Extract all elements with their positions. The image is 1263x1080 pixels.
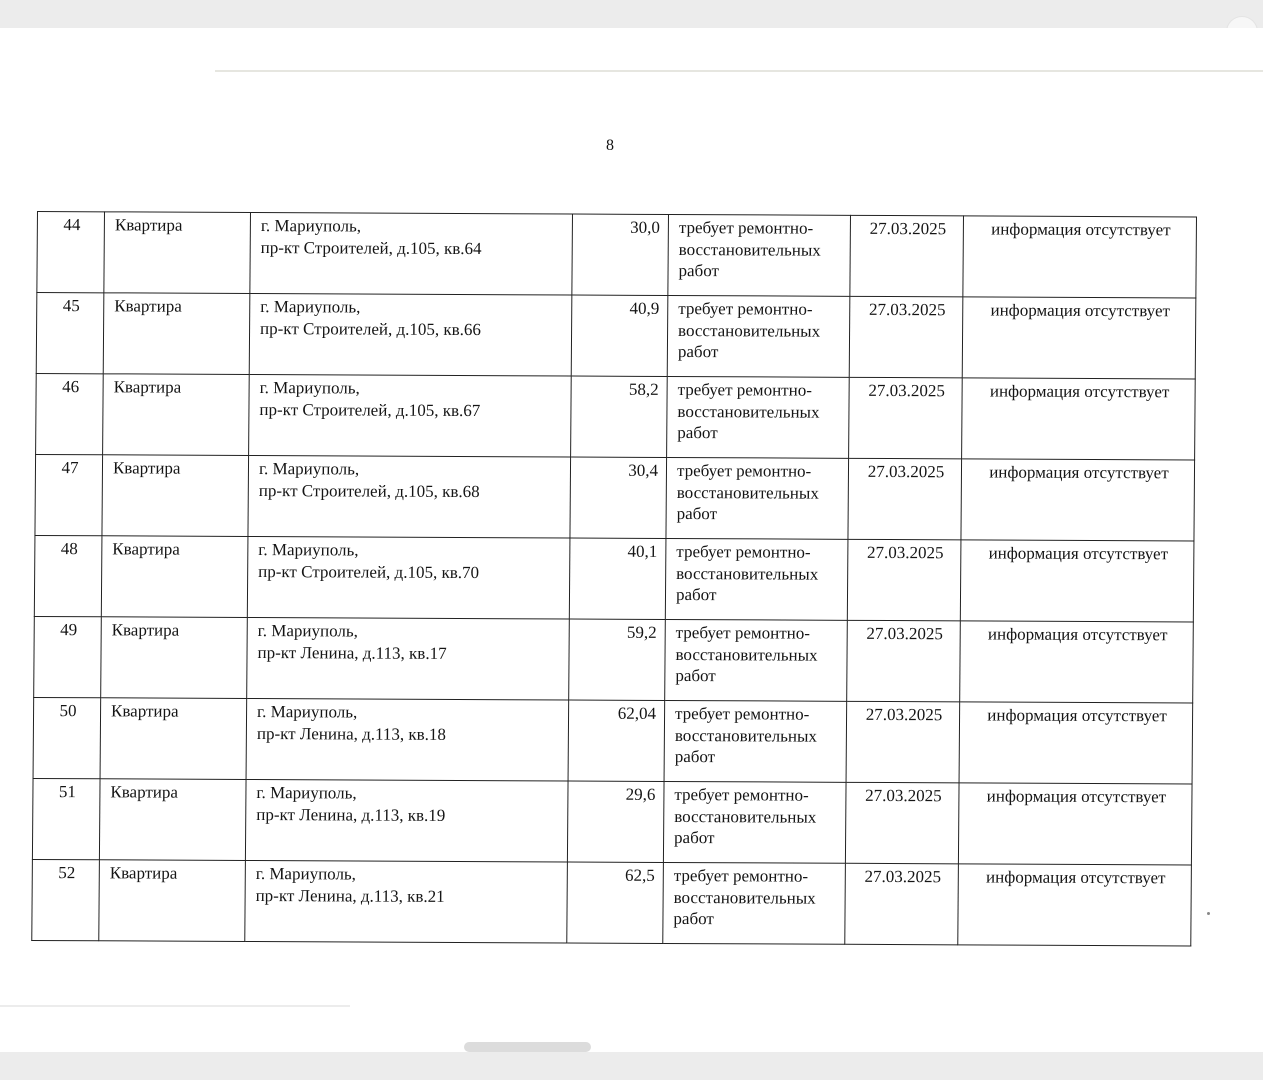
row-number: 49 <box>34 616 102 697</box>
property-type: Квартира <box>100 698 247 780</box>
table-row <box>37 212 1197 298</box>
property-area: 62,04 <box>568 700 665 781</box>
address-street: пр-кт Строителей, д.105, кв.64 <box>260 237 482 258</box>
address-city: г. Мариуполь, <box>257 702 358 722</box>
property-address <box>247 617 570 700</box>
condition-line: требует ремонтно- <box>675 623 811 643</box>
property-address <box>246 698 569 781</box>
condition-line: восстановительных <box>678 320 821 341</box>
condition-line: работ <box>677 423 718 443</box>
record-date: 27.03.2025 <box>850 215 964 297</box>
row-number: 44 <box>37 212 105 293</box>
address-street: пр-кт Ленина, д.113, кв.17 <box>257 642 447 663</box>
property-condition <box>663 781 846 863</box>
viewer-top-bar <box>0 0 1263 28</box>
table-row <box>32 859 1192 945</box>
condition-line: требует ремонтно- <box>678 299 813 319</box>
address-street: пр-кт Строителей, д.105, кв.67 <box>259 399 481 420</box>
scan-edge-line-bottom <box>0 1005 350 1007</box>
viewer-bottom-bar <box>0 1052 1263 1080</box>
address-street: пр-кт Строителей, д.105, кв.68 <box>258 480 480 501</box>
row-number: 48 <box>34 535 102 616</box>
address-city: г. Мариуполь, <box>257 621 358 641</box>
property-area: 40,9 <box>571 295 668 376</box>
condition-line: требует ремонтно- <box>677 380 812 400</box>
table-row <box>33 697 1193 783</box>
property-condition <box>667 376 850 458</box>
condition-line: работ <box>677 342 719 362</box>
property-area: 30,4 <box>570 457 667 538</box>
property-type: Квартира <box>101 617 248 699</box>
address-street: пр-кт Строителей, д.105, кв.66 <box>260 318 482 339</box>
condition-line: восстановительных <box>677 401 820 422</box>
property-area: 59,2 <box>569 619 666 700</box>
record-date: 27.03.2025 <box>849 377 963 459</box>
scan-speck <box>1207 912 1210 915</box>
condition-line: восстановительных <box>676 482 819 503</box>
condition-line: требует ремонтно- <box>676 461 812 481</box>
property-address <box>245 779 568 862</box>
address-city: г. Мариуполь, <box>256 783 357 803</box>
condition-line: работ <box>674 828 715 848</box>
address-street: пр-кт Ленина, д.113, кв.21 <box>255 885 445 906</box>
owner-info: информация отсутствует <box>962 297 1196 379</box>
property-address <box>245 860 568 943</box>
owner-info: информация отсутствует <box>958 783 1192 865</box>
address-city: г. Мариуполь, <box>259 378 360 398</box>
property-area: 30,0 <box>572 214 669 295</box>
record-date: 27.03.2025 <box>845 782 959 864</box>
condition-line: восстановительных <box>676 563 819 584</box>
address-city: г. Мариуполь, <box>258 459 360 479</box>
condition-line: восстановительных <box>674 806 817 827</box>
property-address <box>247 536 570 619</box>
condition-line: требует ремонтно- <box>676 542 811 562</box>
property-condition <box>665 538 848 620</box>
owner-info: информация отсутствует <box>961 459 1195 541</box>
condition-line: работ <box>678 261 720 281</box>
record-date: 27.03.2025 <box>848 458 962 540</box>
condition-line: требует ремонтно- <box>673 866 809 886</box>
page-number: 8 <box>606 137 614 154</box>
property-area: 62,5 <box>567 862 664 943</box>
record-date: 27.03.2025 <box>847 620 961 702</box>
property-type: Квартира <box>99 860 246 942</box>
property-type: Квартира <box>99 779 246 861</box>
row-number: 51 <box>32 778 100 859</box>
property-address <box>249 294 572 377</box>
property-condition <box>667 295 850 377</box>
property-type: Квартира <box>103 374 250 456</box>
condition-line: работ <box>675 666 716 686</box>
condition-line: работ <box>673 908 714 929</box>
table-row <box>34 616 1194 702</box>
address-street: пр-кт Строителей, д.105, кв.70 <box>258 561 480 582</box>
condition-line: требует ремонтно- <box>678 218 814 238</box>
home-indicator[interactable] <box>464 1042 591 1052</box>
record-date: 27.03.2025 <box>849 296 963 378</box>
condition-line: требует ремонтно- <box>674 785 809 805</box>
condition-line: требует ремонтно- <box>675 704 810 724</box>
property-condition <box>665 619 848 701</box>
condition-line: работ <box>676 504 718 524</box>
address-city: г. Мариуполь, <box>260 216 362 236</box>
table-row <box>35 454 1195 540</box>
row-number: 47 <box>35 454 103 535</box>
property-type: Квартира <box>101 536 248 618</box>
condition-line: работ <box>675 585 717 605</box>
property-type: Квартира <box>104 212 251 294</box>
row-number: 52 <box>32 859 100 940</box>
owner-info: информация отсутствует <box>959 702 1193 784</box>
property-area: 29,6 <box>567 781 664 862</box>
owner-info: информация отсутствует <box>960 540 1194 622</box>
table-row <box>34 535 1194 621</box>
property-type: Квартира <box>102 455 249 537</box>
property-address <box>249 375 572 458</box>
property-type: Квартира <box>103 293 250 375</box>
address-city: г. Мариуполь, <box>260 297 361 317</box>
table-row <box>36 292 1196 378</box>
owner-info: информация отсутствует <box>963 216 1197 298</box>
address-city: г. Мариуполь, <box>258 540 359 560</box>
property-table <box>31 211 1197 946</box>
property-address <box>248 455 571 538</box>
condition-line: восстановительных <box>675 644 818 665</box>
property-condition <box>668 214 851 296</box>
condition-line: восстановительных <box>673 887 816 908</box>
row-number: 46 <box>36 373 104 454</box>
address-city: г. Мариуполь, <box>255 864 357 884</box>
property-condition <box>666 457 849 539</box>
condition-line: восстановительных <box>678 239 821 260</box>
row-number: 45 <box>36 292 104 373</box>
record-date: 27.03.2025 <box>847 539 961 621</box>
scan-edge-line <box>215 70 1263 72</box>
table-body <box>32 212 1197 946</box>
owner-info: информация отсутствует <box>958 864 1192 946</box>
owner-info: информация отсутствует <box>960 621 1194 703</box>
condition-line: восстановительных <box>674 725 818 746</box>
table-row <box>32 778 1192 864</box>
address-street: пр-кт Ленина, д.113, кв.18 <box>256 723 447 744</box>
record-date: 27.03.2025 <box>845 863 959 945</box>
property-area: 40,1 <box>569 538 666 619</box>
property-address <box>250 213 573 296</box>
condition-line: работ <box>674 747 716 767</box>
property-area: 58,2 <box>571 376 668 457</box>
record-date: 27.03.2025 <box>846 701 960 783</box>
property-condition <box>664 700 847 782</box>
address-street: пр-кт Ленина, д.113, кв.19 <box>256 804 446 825</box>
row-number: 50 <box>33 697 101 778</box>
table-row <box>36 373 1196 459</box>
owner-info: информация отсутствует <box>962 378 1196 460</box>
property-condition <box>663 862 846 944</box>
